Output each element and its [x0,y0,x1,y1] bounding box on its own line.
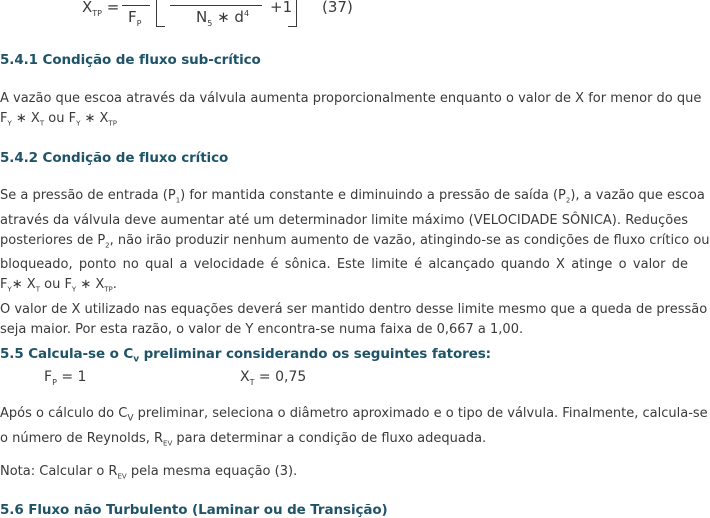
inner-fraction-bar [170,5,262,6]
note-line [0,462,688,487]
equation-fraction-denominator: $F_P$ [128,8,142,28]
equation-lhs: $X_{TP}$ = [82,0,120,18]
text-line: Após o cálculo do $C_V$ preliminar, seleciona o diâmetro aproximado e o tipo de válvula. Finalmente, calcula-se [0,406,708,424]
heading-5-4-2: 5.4.2 Condição de fluxo crítico [0,150,229,166]
fraction-bar [122,5,150,6]
text-line: o número de Reynolds, $R_{EV}$ para determinar a condição de fluxo adequada. [0,430,487,448]
paragraph-5-4-1 [0,89,702,134]
paragraph-5-4-2 [0,186,710,340]
heading-5-5: 5.5 Calcula-se o $C_v$ preliminar considerando os seguintes fatores: [0,346,491,365]
paragraph-5-5 [0,404,708,453]
factor-xt: $X_T = 0,75$ [240,369,307,387]
factor-fp: $F_P = 1$ [44,369,87,387]
text-line: $F_Y∗$ $X_T$ ou $F_Y$ ∗ $X_{TP}$. [0,277,117,294]
text-line: seja maior. Por esta razão, o valor de Y encontra-se numa faixa de 0,667 a 1,00. [0,321,524,337]
text-line: posteriores de $P_2$, não irão produzir nenhum aumento de vazão, atingindo-se as condições de fluxo crítico ou [0,232,710,250]
heading-5-4-1: 5.4.1 Condição de fluxo sub-crítico [0,52,261,68]
equation-inner-denominator: $N_5$ ∗ $d^4$ [196,8,250,28]
text-line: Nota: Calcular o $R_{EV}$ pela mesma equação (3). [0,464,298,481]
text-line: O valor de X utilizado nas equações deverá ser mantido dentro desse limite mesmo que a queda de pressão [0,301,708,317]
left-bracket [156,0,165,27]
text-line: $F_Y$ ∗ $X_T$ ou $F_Y$ ∗ $X_{TP}$ [0,111,117,128]
equation-plus-one: +1 [270,0,293,16]
equation-number: (37) [322,0,353,16]
heading-5-6: 5.6 Fluxo não Turbulento (Laminar ou de Transição) [0,502,388,518]
text-line: Se a pressão de entrada $(P_1)$ for mantida constante e diminuindo a pressão de saída $(P_2)$, a vazão que escoa [0,188,705,205]
right-bracket [288,0,297,27]
text-line: através da válvula deve aumentar até um determinador limite máximo (VELOCIDADE SÔNICA). Reduções [0,212,688,228]
equation-37 [0,0,690,28]
text-line: A vazão que escoa através da válvula aumenta proporcionalmente enquanto o valor de X for menor do que [0,91,702,106]
text-line: bloqueado, ponto no qual a velocidade é sônica. Este limite é alcançado quando X atinge o valor de [0,257,688,273]
